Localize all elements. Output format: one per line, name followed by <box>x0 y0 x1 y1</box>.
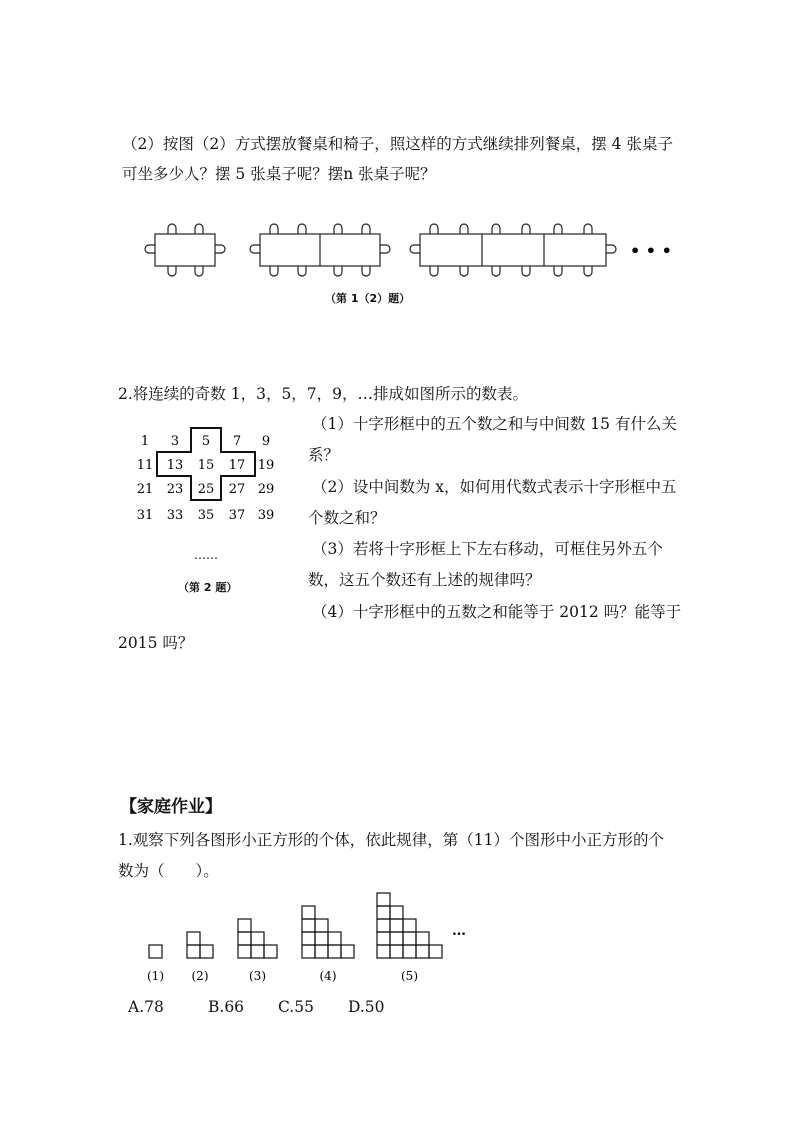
option-b: B.66 <box>208 998 245 1016</box>
table-rect-fig1 <box>155 234 215 266</box>
table-cell: 11 <box>136 458 154 473</box>
chair-icon <box>250 245 260 253</box>
figure-label: (1) <box>147 969 164 983</box>
table-cell: 19 <box>257 458 275 473</box>
homework-q1-line2: 数为（ ）。 <box>118 862 219 880</box>
chair-icon <box>298 224 306 234</box>
chair-icon <box>522 266 530 276</box>
table-cell: 27 <box>228 482 246 497</box>
chair-icon <box>334 266 342 276</box>
homework-q1-line1: 1.观察下列各图形小正方形的个体，依此规律，第（11）个图形中小正方形的个 <box>118 831 665 849</box>
chair-icon <box>492 224 500 234</box>
problem-2-intro: 2.将连续的奇数 1，3，5，7，9，…排成如图所示的数表。 <box>118 385 529 403</box>
small-square <box>390 932 403 945</box>
table-cell: 9 <box>261 434 271 449</box>
q3-line1: （3）若将十字形框上下左右移动，可框住另外五个 <box>312 540 663 558</box>
q2-line2: 个数之和？ <box>308 509 386 527</box>
small-square <box>302 945 315 958</box>
small-square <box>302 932 315 945</box>
figure-label: (5) <box>401 969 418 983</box>
chair-icon <box>334 224 342 234</box>
chair-icon <box>215 245 225 253</box>
small-square <box>238 919 251 932</box>
chair-icon <box>430 224 438 234</box>
small-square <box>251 945 264 958</box>
small-square <box>302 919 315 932</box>
q4-line2: 2015 吗？ <box>118 634 194 652</box>
small-square <box>390 945 403 958</box>
chair-icon <box>298 266 306 276</box>
small-square <box>328 932 341 945</box>
figure-label: (4) <box>319 969 337 983</box>
table-cell: 15 <box>197 458 215 473</box>
chair-icon <box>522 224 530 234</box>
q1-line1: （1）十字形框中的五个数之和与中间数 15 有什么关 <box>312 415 677 433</box>
chair-icon <box>168 224 176 234</box>
table-cell: 35 <box>197 508 215 523</box>
chair-icon <box>410 245 420 253</box>
table-cell: 31 <box>136 508 154 523</box>
small-square <box>315 945 328 958</box>
small-square <box>238 932 251 945</box>
small-square <box>187 932 200 945</box>
small-square <box>264 945 277 958</box>
chair-icon <box>195 266 203 276</box>
chair-icon <box>554 266 562 276</box>
chair-icon <box>606 245 616 253</box>
small-square <box>377 919 390 932</box>
table-cell: 29 <box>257 482 275 497</box>
small-square <box>390 906 403 919</box>
table-cell: 23 <box>166 482 184 497</box>
small-square <box>403 919 416 932</box>
table-cell: 5 <box>201 434 211 449</box>
chair-icon <box>270 224 278 234</box>
q4-line1: （4）十字形框中的五数之和能等于 2012 吗？能等于 <box>312 603 682 621</box>
table-cell: 7 <box>232 434 242 449</box>
small-square <box>416 945 429 958</box>
figure-caption-1-2: （第 1（2）题） <box>325 292 411 305</box>
table-cell: 25 <box>197 482 215 497</box>
ellipsis-dots: • • • <box>630 241 672 260</box>
small-square <box>341 945 354 958</box>
problem-1-2-line2: 可坐多少人？摆 5 张桌子呢？摆n 张桌子呢？ <box>122 165 436 183</box>
option-d: D.50 <box>348 998 385 1016</box>
problem-1-2-line1: （2）按图（2）方式摆放餐桌和椅子，照这样的方式继续排列餐桌，摆 4 张桌子 <box>122 135 673 153</box>
chair-icon <box>362 224 370 234</box>
table-cell: 13 <box>166 458 184 473</box>
option-a: A.78 <box>128 998 164 1016</box>
homework-title: 【家庭作业】 <box>120 797 222 817</box>
chair-icon <box>362 266 370 276</box>
small-square <box>377 906 390 919</box>
small-square <box>390 919 403 932</box>
figure-label: (2) <box>191 969 209 983</box>
chair-icon <box>168 266 176 276</box>
q2-line1: （2）设中间数为 x，如何用代数式表示十字形框中五 <box>312 478 677 496</box>
table-arrangement-figure <box>0 220 794 300</box>
small-square <box>403 945 416 958</box>
chair-icon <box>492 266 500 276</box>
table-cell: 39 <box>257 508 275 523</box>
small-square <box>200 945 213 958</box>
option-c: C.55 <box>278 998 314 1016</box>
chair-icon <box>584 224 592 234</box>
figure-dots: … <box>452 923 466 939</box>
table-cell: 1 <box>140 434 150 449</box>
small-square <box>377 945 390 958</box>
table-cell: 21 <box>136 482 154 497</box>
small-square <box>429 945 442 958</box>
table-cell: 37 <box>228 508 246 523</box>
squares-pattern-figure <box>140 885 500 995</box>
table-cell: 33 <box>166 508 184 523</box>
q1-line2: 系？ <box>308 446 340 464</box>
q3-line2: 数，这五个数还有上述的规律吗？ <box>308 571 541 589</box>
chair-icon <box>195 224 203 234</box>
small-square <box>328 945 341 958</box>
small-square <box>238 945 251 958</box>
small-square <box>315 919 328 932</box>
table-cell: 3 <box>170 434 180 449</box>
table-rect-fig3 <box>420 234 606 266</box>
chair-icon <box>145 245 155 253</box>
table-dots: …… <box>194 548 218 562</box>
small-square <box>403 932 416 945</box>
small-square <box>187 945 200 958</box>
chair-icon <box>554 224 562 234</box>
table-cell: 17 <box>228 458 246 473</box>
small-square <box>315 932 328 945</box>
figure-caption-2: （第 2 题） <box>178 581 238 594</box>
small-square <box>377 932 390 945</box>
chair-icon <box>584 266 592 276</box>
figure-label: (3) <box>249 969 266 983</box>
small-square <box>251 932 264 945</box>
small-square <box>302 906 315 919</box>
chair-icon <box>430 266 438 276</box>
small-square <box>149 945 162 958</box>
chair-icon <box>380 245 390 253</box>
chair-icon <box>270 266 278 276</box>
small-square <box>416 932 429 945</box>
chair-icon <box>460 224 468 234</box>
chair-icon <box>460 266 468 276</box>
small-square <box>377 893 390 906</box>
